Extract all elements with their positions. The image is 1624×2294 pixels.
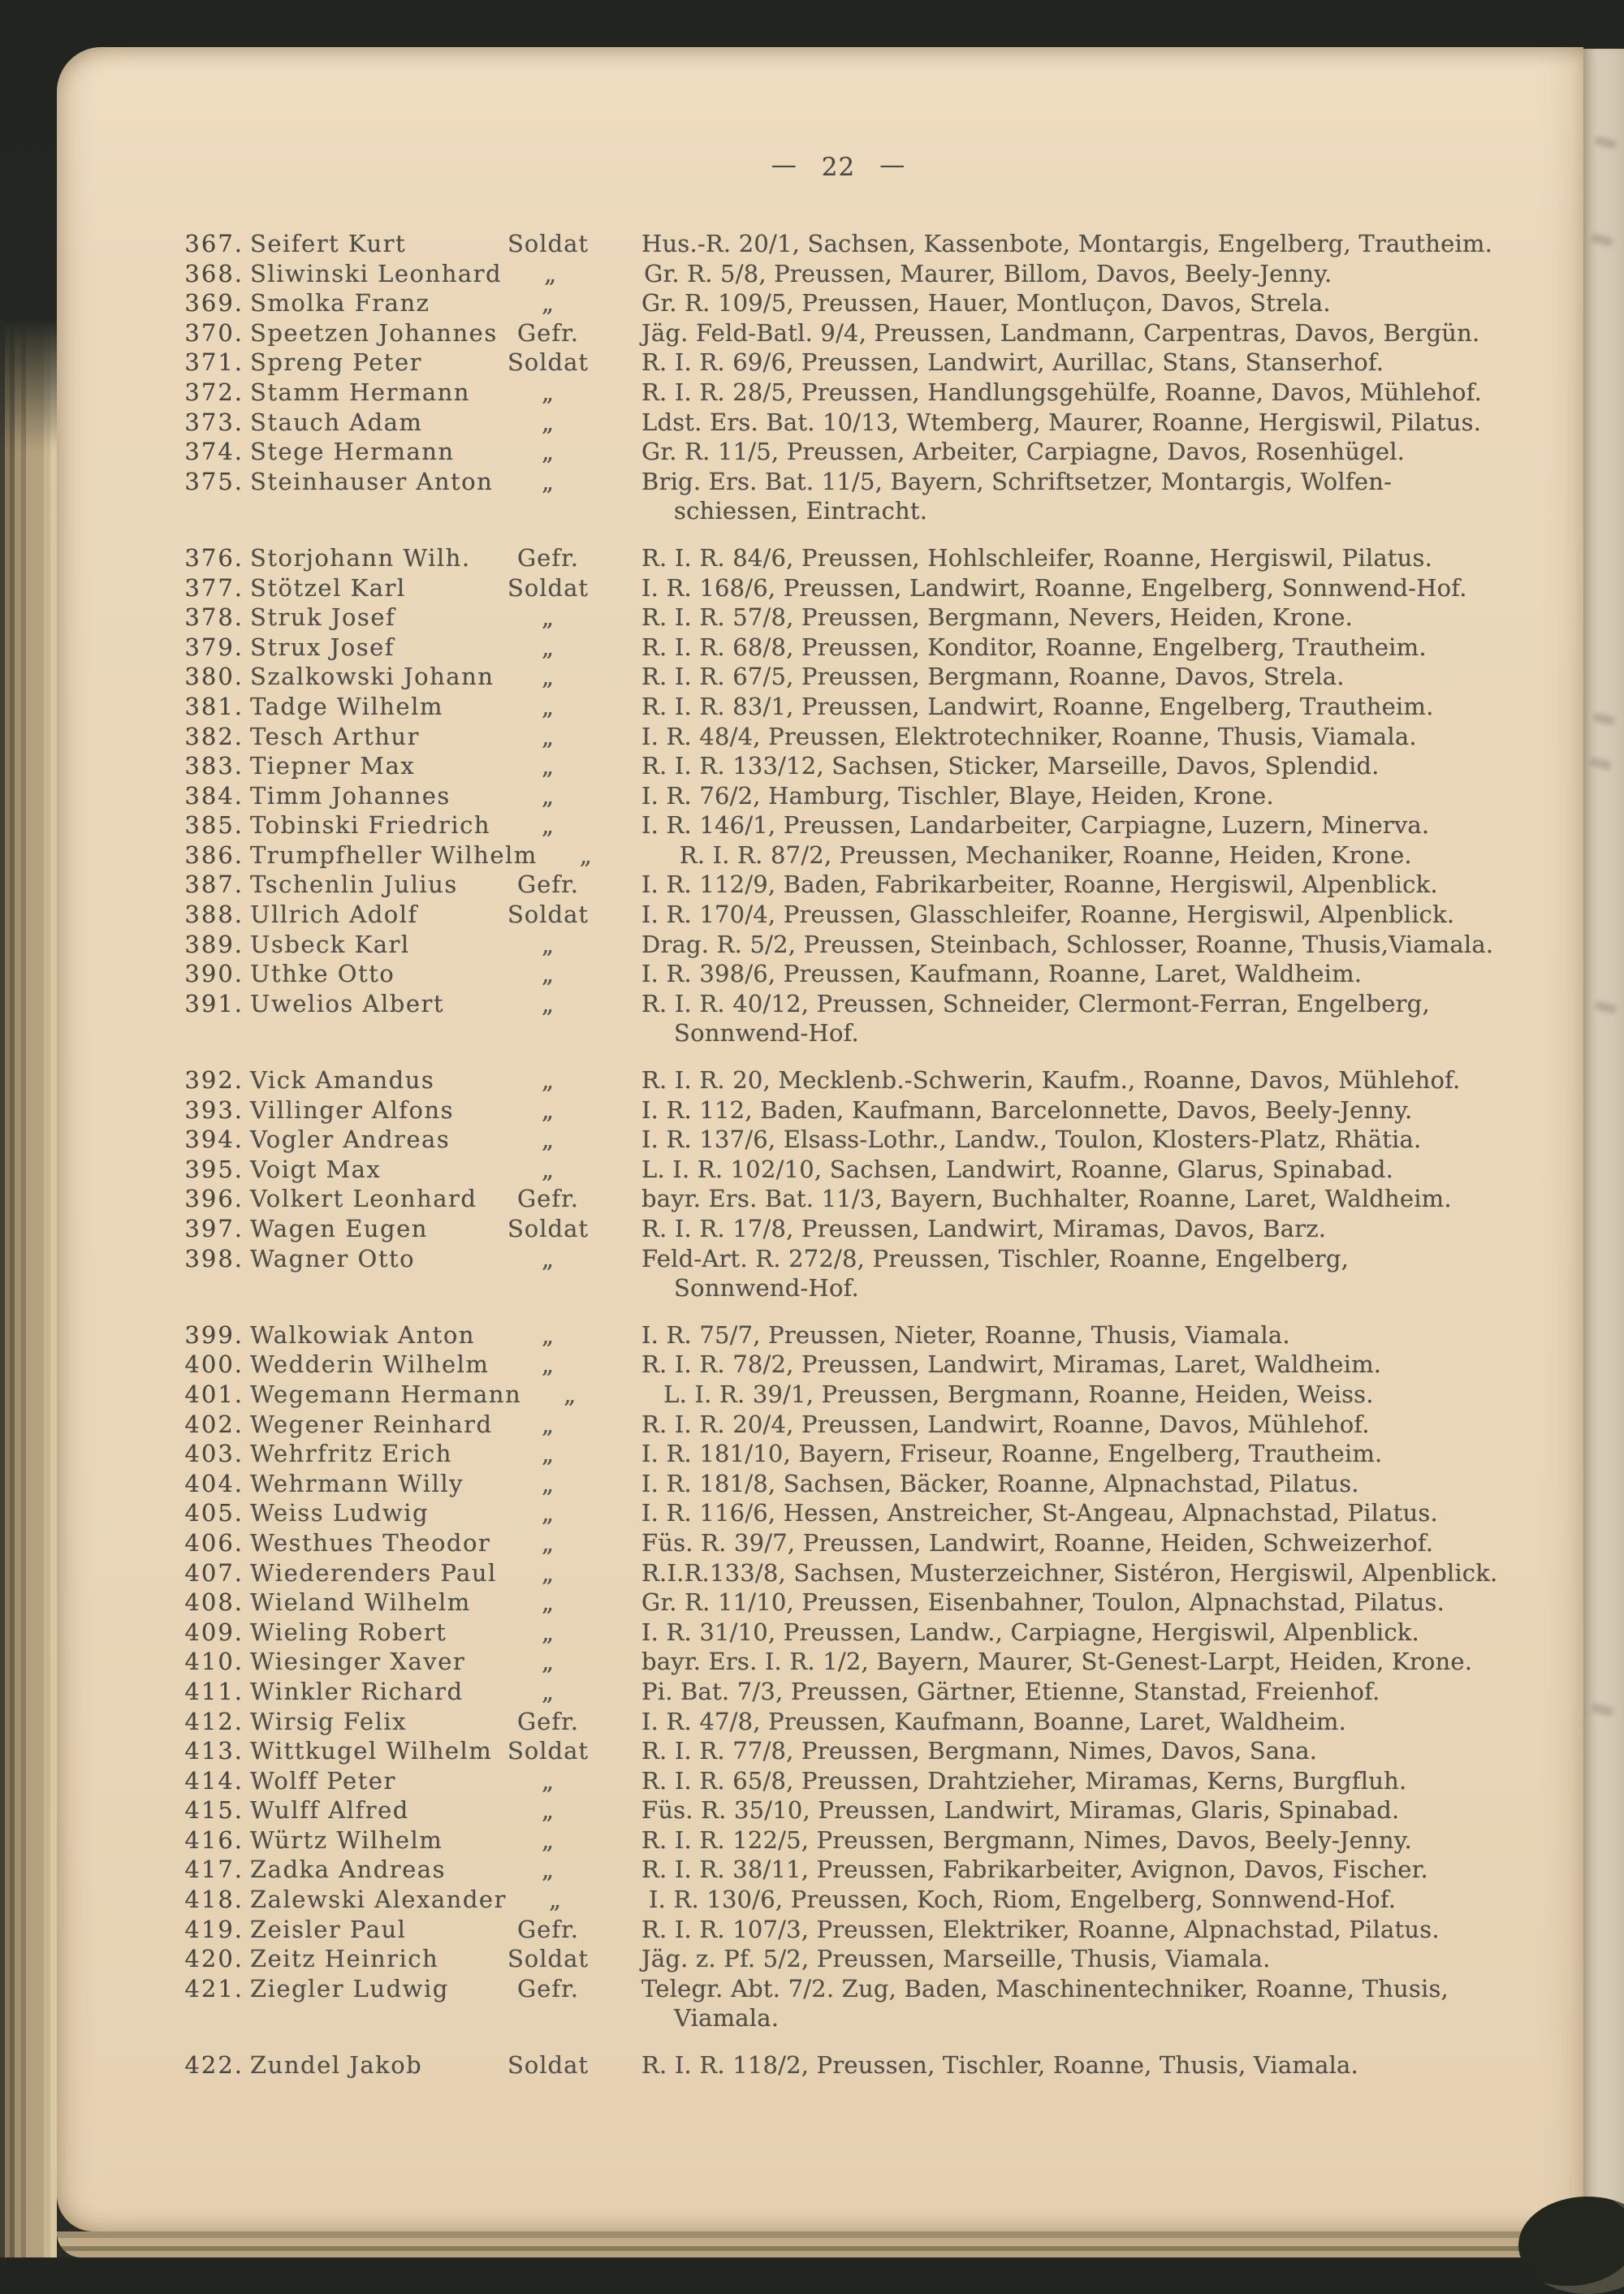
entry-rank: Soldat	[507, 230, 590, 257]
ghost-text-smudge	[1594, 136, 1617, 149]
list-item	[166, 1855, 1510, 1885]
entry-rank: „	[541, 408, 555, 436]
entry-rank: Gefr.	[517, 543, 579, 572]
entry-details: I. R. 170/4, Preussen, Glasschleifer, Roanne, Hergiswil, Alpenblick.	[641, 901, 1455, 929]
entry-details: I. R. 146/1, Preussen, Landarbeiter, Carpiagne, Luzern, Minerva.	[641, 811, 1430, 840]
entry-number: 394.	[184, 1125, 244, 1154]
list-item	[166, 1469, 1510, 1499]
entry-number: 405.	[184, 1499, 244, 1527]
list-item	[166, 633, 1510, 663]
entry-number: 375.	[184, 467, 244, 495]
entry-number: 377.	[184, 573, 244, 602]
entry-details: Feld-Art. R. 272/8, Preussen, Tischler, Roanne, Engelberg, Sonnwend‑Hof.	[641, 1244, 1350, 1303]
list-item	[166, 1380, 1510, 1410]
entry-rank: „	[541, 722, 555, 750]
entry-name: Zeisler Paul	[250, 1915, 407, 1943]
entry-rank: „	[541, 663, 555, 691]
entry-number: 397.	[184, 1215, 244, 1242]
entry-number: 408.	[184, 1588, 244, 1617]
entry-number: 372.	[184, 378, 244, 406]
entry-details: Jäg. z. Pf. 5/2, Preussen, Marseille, Thusis, Viamala.	[641, 1945, 1271, 1973]
ghost-text-smudge	[1591, 233, 1613, 247]
entry-name: Uthke Otto	[250, 960, 395, 988]
list-item	[166, 467, 1510, 526]
entry-rank: Soldat	[507, 348, 590, 377]
entry-name: Volkert Leonhard	[250, 1185, 477, 1213]
list-item	[166, 2050, 1510, 2080]
entry-number: 391.	[184, 989, 244, 1017]
entry-details: R. I. R. 83/1, Preussen, Landwirt, Roanne, Engelberg, Trautheim.	[641, 692, 1434, 720]
entry-details: I. R. 398/6, Preussen, Kaufmann, Roanne, Laret, Waldheim.	[641, 960, 1363, 988]
entry-details: R. I. R. 133/12, Sachsen, Sticker, Marseille, Davos, Splendid.	[641, 752, 1380, 780]
entry-name: Wulff Alfred	[250, 1796, 409, 1825]
entry-rank: „	[541, 1095, 555, 1124]
entry-number: 415.	[184, 1796, 244, 1825]
entry-number: 393.	[184, 1095, 244, 1124]
page-number: 22	[821, 153, 856, 182]
list-item	[166, 1825, 1510, 1856]
entry-name: Zundel Jakob	[250, 2051, 423, 2080]
entry-details: L. I. R. 102/10, Sachsen, Landwirt, Roanne, Glarus, Spinabad.	[641, 1155, 1394, 1183]
entry-name: Tschenlin Julius	[250, 871, 458, 899]
entry-rank: „	[541, 1440, 555, 1468]
entry-details: Ldst. Ers. Bat. 10/13, Wtemberg, Maurer, Roanne, Hergiswil, Pilatus.	[641, 408, 1482, 436]
entry-name: Seifert Kurt	[250, 230, 407, 257]
bottom-page-edges	[57, 2231, 1624, 2257]
entry-number: 399.	[184, 1320, 244, 1349]
list-item	[166, 378, 1510, 408]
entry-number: 371.	[184, 348, 244, 377]
entry-rank: „	[541, 781, 555, 810]
list-item	[166, 573, 1510, 603]
entry-name: Zalewski Alexander	[250, 1886, 507, 1914]
entry-details: Jäg. Feld-Batl. 9/4, Preussen, Landmann, Carpentras, Davos, Bergün.	[641, 318, 1480, 347]
entry-name: Struk Josef	[250, 603, 396, 632]
entry-rank: „	[541, 811, 555, 840]
list-item	[166, 900, 1510, 930]
entry-number: 411.	[184, 1677, 244, 1705]
entry-details: R. I. R. 40/12, Preussen, Schneider, Clermont-Ferran, Engelberg, Sonnwend‑Hof.	[641, 989, 1430, 1048]
entry-rank: „	[541, 438, 555, 466]
entry-number: 403.	[184, 1440, 244, 1468]
entry-rank: „	[541, 692, 555, 720]
entry-rank: „	[541, 1558, 555, 1587]
entry-rank: „	[541, 1648, 555, 1676]
entry-number: 417.	[184, 1856, 244, 1884]
entry-rank: Gefr.	[517, 1915, 579, 1943]
entry-rank: „	[541, 378, 555, 406]
entry-details: R. I. R. 69/6, Preussen, Landwirt, Aurillac, Stans, Stanserhof.	[641, 348, 1384, 377]
entry-number: 419.	[184, 1915, 244, 1943]
entry-name: Strux Josef	[250, 633, 395, 661]
entry-name: Szalkowski Johann	[250, 663, 495, 691]
list-item	[166, 288, 1510, 318]
entry-details: Telegr. Abt. 7/2. Zug, Baden, Maschinentechniker, Roanne, Thusis, Viamala.	[641, 1974, 1449, 2033]
page-header	[166, 151, 1510, 184]
entry-name: Wolff Peter	[250, 1766, 396, 1795]
entry-details: Pi. Bat. 7/3, Preussen, Gärtner, Etienne, Stanstad, Freienhof.	[641, 1677, 1380, 1705]
entry-rank: „	[541, 1320, 555, 1349]
list-item	[166, 662, 1510, 692]
list-item	[166, 959, 1510, 989]
entry-name: Wagner Otto	[250, 1244, 416, 1272]
entry-name: Würtz Wilhelm	[250, 1825, 443, 1854]
list-item	[166, 1439, 1510, 1469]
entry-rank: „	[541, 467, 555, 495]
entry-rank: „	[544, 259, 558, 287]
entry-rank: Soldat	[507, 573, 590, 602]
entry-rank: „	[548, 1886, 562, 1914]
entry-name: Tobinski Friedrich	[250, 811, 491, 840]
entry-details: I. R. 112, Baden, Kaufmann, Barcelonnette, Davos, Beely-Jenny.	[641, 1095, 1413, 1124]
entry-number: 379.	[184, 633, 244, 661]
entry-name: Sliwinski Leonhard	[250, 259, 503, 287]
entry-details: R. I. R. 84/6, Preussen, Hohlschleifer, Roanne, Hergiswil, Pilatus.	[641, 543, 1433, 572]
entry-name: Wirsig Felix	[250, 1707, 407, 1735]
entry-number: 400.	[184, 1350, 244, 1379]
entry-name: Zadka Andreas	[250, 1856, 446, 1884]
entry-details: I. R. 112/9, Baden, Fabrikarbeiter, Roanne, Hergiswil, Alpenblick.	[641, 871, 1438, 899]
entry-details: I. R. 181/8, Sachsen, Bäcker, Roanne, Alpnachstad, Pilatus.	[641, 1469, 1359, 1497]
list-item	[166, 1795, 1510, 1825]
entry-rank: Gefr.	[517, 871, 579, 899]
entry-number: 406.	[184, 1528, 244, 1557]
entry-details: bayr. Ers. Bat. 11/3, Bayern, Buchhalter, Roanne, Laret, Waldheim.	[641, 1185, 1452, 1213]
entry-number: 384.	[184, 781, 244, 810]
list-item	[166, 437, 1510, 467]
entry-number: 369.	[184, 289, 244, 318]
list-item	[166, 751, 1510, 781]
entry-details: R. I. R. 28/5, Preussen, Handlungsgehülfe, Roanne, Davos, Mühlehof.	[641, 378, 1483, 406]
entry-name: Wieland Wilhelm	[250, 1588, 471, 1617]
entry-name: Tiepner Max	[250, 752, 416, 780]
entry-rank: „	[541, 1677, 555, 1705]
list-item	[166, 989, 1510, 1048]
list-item	[166, 1528, 1510, 1558]
entry-number: 414.	[184, 1766, 244, 1795]
entry-number: 395.	[184, 1155, 244, 1183]
entry-details: R. I. R. 118/2, Preussen, Tischler, Roanne, Thusis, Viamala.	[641, 2051, 1358, 2080]
entry-details: R. I. R. 38/11, Preussen, Fabrikarbeiter, Avignon, Davos, Fischer.	[641, 1856, 1428, 1884]
entry-number: 402.	[184, 1410, 244, 1438]
entry-number: 378.	[184, 603, 244, 632]
entry-name: Winkler Richard	[250, 1677, 464, 1705]
entry-details: R.I.R.133/8, Sachsen, Musterzeichner, Sistéron, Hergiswil, Alpenblick.	[641, 1558, 1498, 1587]
entry-details: R. I. R. 20/4, Preussen, Landwirt, Roanne, Davos, Mühlehof.	[641, 1410, 1370, 1438]
entry-number: 418.	[184, 1886, 244, 1914]
ghost-text-smudge	[1591, 1703, 1613, 1717]
entry-details: I. R. 130/6, Preussen, Koch, Riom, Engelberg, Sonnwend‑Hof.	[648, 1886, 1397, 1914]
ghost-text-smudge	[1589, 757, 1612, 771]
page-number-dash-left: —	[771, 150, 797, 179]
list-item	[166, 1410, 1510, 1440]
entry-details: Füs. R. 39/7, Preussen, Landwirt, Roanne, Heiden, Schweizerhof.	[641, 1528, 1434, 1557]
entry-number: 404.	[184, 1469, 244, 1497]
entry-name: Villinger Alfons	[250, 1095, 454, 1124]
entry-name: Wegener Reinhard	[250, 1410, 493, 1438]
entry-number: 382.	[184, 722, 244, 750]
entry-name: Wedderin Wilhelm	[250, 1350, 490, 1379]
entry-name: Ullrich Adolf	[250, 901, 418, 929]
entry-details: Drag. R. 5/2, Preussen, Steinbach, Schlosser, Roanne, Thusis,Viamala.	[641, 930, 1494, 958]
entry-details: Füs. R. 35/10, Preussen, Landwirt, Miramas, Glaris, Spinabad.	[641, 1796, 1400, 1825]
entry-number: 422.	[184, 2051, 244, 2080]
entry-name: Walkowiak Anton	[250, 1320, 475, 1349]
list-item	[166, 1095, 1510, 1125]
list-item	[166, 1915, 1510, 1945]
entry-name: Westhues Theodor	[250, 1528, 491, 1557]
entry-rank: „	[541, 1350, 555, 1379]
entry-number: 416.	[184, 1825, 244, 1854]
entry-rank: „	[541, 1528, 555, 1557]
list-item	[166, 870, 1510, 900]
list-item	[166, 1618, 1510, 1648]
entry-number: 413.	[184, 1737, 244, 1765]
entry-rank: „	[541, 930, 555, 958]
list-item	[166, 1766, 1510, 1796]
entry-rank: „	[541, 1856, 555, 1884]
entry-number: 396.	[184, 1185, 244, 1213]
entry-name: Wegemann Hermann	[250, 1380, 522, 1408]
entry-number: 381.	[184, 692, 244, 720]
list-item	[166, 1558, 1510, 1588]
entry-details: Gr. R. 5/8, Preussen, Maurer, Billom, Davos, Beely-Jenny.	[644, 259, 1332, 287]
entry-number: 412.	[184, 1707, 244, 1735]
entry-rank: Gefr.	[517, 1185, 579, 1213]
list-item	[166, 1498, 1510, 1528]
entry-name: Stötzel Karl	[250, 573, 406, 602]
entry-details: I. R. 75/7, Preussen, Nieter, Roanne, Thusis, Viamala.	[641, 1320, 1290, 1349]
entry-details: R. I. R. 122/5, Preussen, Bergmann, Nimes, Davos, Beely-Jenny.	[641, 1825, 1412, 1854]
adjacent-page-edge	[1583, 49, 1624, 2257]
book-page	[57, 47, 1583, 2231]
entry-number: 367.	[184, 230, 244, 257]
entry-number: 385.	[184, 811, 244, 840]
entry-number: 373.	[184, 408, 244, 436]
entry-rank: „	[541, 633, 555, 661]
entry-rank: „	[541, 1618, 555, 1646]
list-item	[166, 692, 1510, 722]
entry-rank: „	[541, 752, 555, 780]
entry-rank: „	[541, 289, 555, 318]
list-item	[166, 810, 1510, 840]
list-item	[166, 348, 1510, 378]
entry-name: Steinhauser Anton	[250, 467, 494, 495]
entry-name: Wiederenders Paul	[250, 1558, 497, 1587]
entry-details: R. I. R. 20, Mecklenb.-Schwerin, Kaufm., Roanne, Davos, Mühlehof.	[641, 1066, 1461, 1095]
entry-rank: „	[541, 1244, 555, 1272]
entry-number: 390.	[184, 960, 244, 988]
entry-name: Storjohann Wilh.	[250, 543, 471, 572]
entry-rank: „	[564, 1380, 577, 1408]
entry-details: R. I. R. 77/8, Preussen, Bergmann, Nimes, Davos, Sana.	[641, 1737, 1318, 1765]
entry-name: Wehrfritz Erich	[250, 1440, 452, 1468]
entry-number: 407.	[184, 1558, 244, 1587]
entry-rank: Soldat	[507, 2051, 590, 2080]
entry-rank: „	[541, 1766, 555, 1795]
page-content	[166, 47, 1510, 2080]
entry-name: Smolka Franz	[250, 289, 430, 318]
entry-rank: „	[541, 1499, 555, 1527]
list-item	[166, 1350, 1510, 1380]
entry-name: Uwelios Albert	[250, 989, 444, 1017]
entry-number: 388.	[184, 901, 244, 929]
entry-details: R. I. R. 17/8, Preussen, Landwirt, Miramas, Davos, Barz.	[641, 1215, 1327, 1242]
list-item	[166, 259, 1510, 289]
entry-rank: „	[579, 840, 593, 869]
list-item	[166, 543, 1510, 573]
entry-rank: „	[541, 1588, 555, 1617]
list-item	[166, 1320, 1510, 1350]
entry-rank: Gefr.	[517, 1707, 579, 1735]
entry-name: Timm Johannes	[250, 781, 451, 810]
entry-rank: „	[541, 1469, 555, 1497]
page-number-dash-right: —	[879, 150, 906, 179]
entry-details: Hus.-R. 20/1, Sachsen, Kassenbote, Montargis, Engelberg, Trautheim.	[641, 230, 1493, 257]
list-item	[166, 1974, 1510, 2033]
entry-rank: „	[541, 1125, 555, 1154]
list-item	[166, 1155, 1510, 1185]
ghost-text-smudge	[1594, 1000, 1617, 1014]
entry-rank: Gefr.	[517, 1974, 579, 2002]
entry-name: Stamm Hermann	[250, 378, 470, 406]
list-item	[166, 1736, 1510, 1766]
entry-details: L. I. R. 39/1, Preussen, Bergmann, Roanne, Heiden, Weiss.	[663, 1380, 1374, 1408]
entry-number: 410.	[184, 1648, 244, 1676]
list-item	[166, 1885, 1510, 1915]
list-item	[166, 318, 1510, 348]
entry-name: Wehrmann Willy	[250, 1469, 464, 1497]
list-item	[166, 1244, 1510, 1303]
entry-details: R. I. R. 67/5, Preussen, Bergmann, Roanne, Davos, Strela.	[641, 663, 1345, 691]
entry-number: 376.	[184, 543, 244, 572]
list-item	[166, 603, 1510, 633]
entry-rank: „	[541, 960, 555, 988]
entry-name: Vogler Andreas	[250, 1125, 451, 1154]
list-item	[166, 930, 1510, 960]
entry-name: Usbeck Karl	[250, 930, 410, 958]
list-item	[166, 781, 1510, 811]
entry-number: 421.	[184, 1974, 244, 2002]
entry-number: 374.	[184, 438, 244, 466]
page-stack-edge-left	[0, 321, 57, 2257]
entry-rank: Soldat	[507, 1737, 590, 1765]
entry-number: 370.	[184, 318, 244, 347]
entry-number: 409.	[184, 1618, 244, 1646]
entry-number: 398.	[184, 1244, 244, 1272]
entry-name: Wiesinger Xaver	[250, 1648, 466, 1676]
entry-rank: „	[541, 1410, 555, 1438]
entry-name: Spreng Peter	[250, 348, 422, 377]
entry-name: Wittkugel Wilhelm	[250, 1737, 493, 1765]
entry-name: Ziegler Ludwig	[250, 1974, 449, 2002]
list-item	[166, 1944, 1510, 1974]
entry-details: I. R. 76/2, Hamburg, Tischler, Blaye, Heiden, Krone.	[641, 781, 1274, 810]
entry-number: 387.	[184, 871, 244, 899]
entry-name: Stauch Adam	[250, 408, 423, 436]
entry-name: Zeitz Heinrich	[250, 1945, 439, 1973]
list-item	[166, 840, 1510, 871]
entry-rank: Soldat	[507, 1945, 590, 1973]
entry-number: 368.	[184, 259, 244, 287]
entry-number: 389.	[184, 930, 244, 958]
list-item	[166, 1214, 1510, 1244]
entry-name: Tadge Wilhelm	[250, 692, 443, 720]
entry-rank: Soldat	[507, 1215, 590, 1242]
list-item	[166, 229, 1510, 259]
entry-number: 401.	[184, 1380, 244, 1408]
entry-details: bayr. Ers. I. R. 1/2, Bayern, Maurer, St‑Genest‑Larpt, Heiden, Krone.	[641, 1648, 1473, 1676]
list-item	[166, 1065, 1510, 1095]
ghost-text-smudge	[1592, 712, 1615, 726]
entry-details: R. I. R. 57/8, Preussen, Bergmann, Nevers, Heiden, Krone.	[641, 603, 1354, 632]
entry-details: R. I. R. 68/8, Preussen, Konditor, Roanne, Engelberg, Trautheim.	[641, 633, 1427, 661]
entry-details: R. I. R. 78/2, Preussen, Landwirt, Miramas, Laret, Waldheim.	[641, 1350, 1382, 1379]
entry-name: Speetzen Johannes	[250, 318, 498, 347]
entry-rank: „	[541, 1066, 555, 1095]
entry-details: I. R. 168/6, Preussen, Landwirt, Roanne, Engelberg, Sonnwend‑Hof.	[641, 573, 1467, 602]
entry-rank: Soldat	[507, 901, 590, 929]
entry-details: I. R. 31/10, Preussen, Landw., Carpiagne, Hergiswil, Alpenblick.	[641, 1618, 1419, 1646]
entry-details: I. R. 48/4, Preussen, Elektrotechniker, Roanne, Thusis, Viamala.	[641, 722, 1417, 750]
entry-details: I. R. 181/10, Bayern, Friseur, Roanne, Engelberg, Trautheim.	[641, 1440, 1383, 1468]
entry-rank: „	[541, 603, 555, 632]
entry-name: Tesch Arthur	[250, 722, 420, 750]
entry-name: Wieling Robert	[250, 1618, 447, 1646]
entry-number: 380.	[184, 663, 244, 691]
entry-details: Brig. Ers. Bat. 11/5, Bayern, Schriftsetzer, Montargis, Wolfen-schiessen, Eintracht.	[641, 467, 1393, 525]
entry-name: Voigt Max	[250, 1155, 382, 1183]
entry-rank: „	[541, 989, 555, 1017]
entry-rank: „	[541, 1155, 555, 1183]
entry-number: 386.	[184, 840, 244, 869]
entry-name: Trumpfheller Wilhelm	[250, 840, 538, 869]
entry-number: 420.	[184, 1945, 244, 1973]
list-item	[166, 722, 1510, 752]
entry-name: Weiss Ludwig	[250, 1499, 430, 1527]
soldier-list	[166, 229, 1510, 2080]
entry-number: 383.	[184, 752, 244, 780]
entry-name: Wagen Eugen	[250, 1215, 428, 1242]
list-item	[166, 408, 1510, 438]
entry-name: Vick Amandus	[250, 1066, 435, 1095]
entry-details: Gr. R. 11/5, Preussen, Arbeiter, Carpiagne, Davos, Rosenhügel.	[641, 438, 1406, 466]
entry-rank: „	[541, 1825, 555, 1854]
list-item	[166, 1125, 1510, 1155]
entry-details: R. I. R. 107/3, Preussen, Elektriker, Roanne, Alpnachstad, Pilatus.	[641, 1915, 1440, 1943]
entry-details: R. I. R. 65/8, Preussen, Drahtzieher, Miramas, Kerns, Burgfluh.	[641, 1766, 1407, 1795]
list-item	[166, 1677, 1510, 1707]
entry-rank: „	[541, 1796, 555, 1825]
list-item	[166, 1647, 1510, 1677]
list-item	[166, 1707, 1510, 1737]
entry-name: Stege Hermann	[250, 438, 455, 466]
entry-details: Gr. R. 11/10, Preussen, Eisenbahner, Toulon, Alpnachstad, Pilatus.	[641, 1588, 1445, 1617]
entry-details: R. I. R. 87/2, Preussen, Mechaniker, Roanne, Heiden, Krone.	[679, 840, 1412, 869]
entry-details: Gr. R. 109/5, Preussen, Hauer, Montluçon, Davos, Strela.	[641, 289, 1331, 318]
list-item	[166, 1184, 1510, 1214]
entry-details: I. R. 137/6, Elsass-Lothr., Landw., Toulon, Klosters‑Platz, Rhätia.	[641, 1125, 1422, 1154]
entry-number: 392.	[184, 1066, 244, 1095]
entry-details: I. R. 47/8, Preussen, Kaufmann, Boanne, Laret, Waldheim.	[641, 1707, 1347, 1735]
entry-rank: Gefr.	[517, 318, 579, 347]
list-item	[166, 1588, 1510, 1618]
entry-details: I. R. 116/6, Hessen, Anstreicher, St-Angeau, Alpnachstad, Pilatus.	[641, 1499, 1438, 1527]
